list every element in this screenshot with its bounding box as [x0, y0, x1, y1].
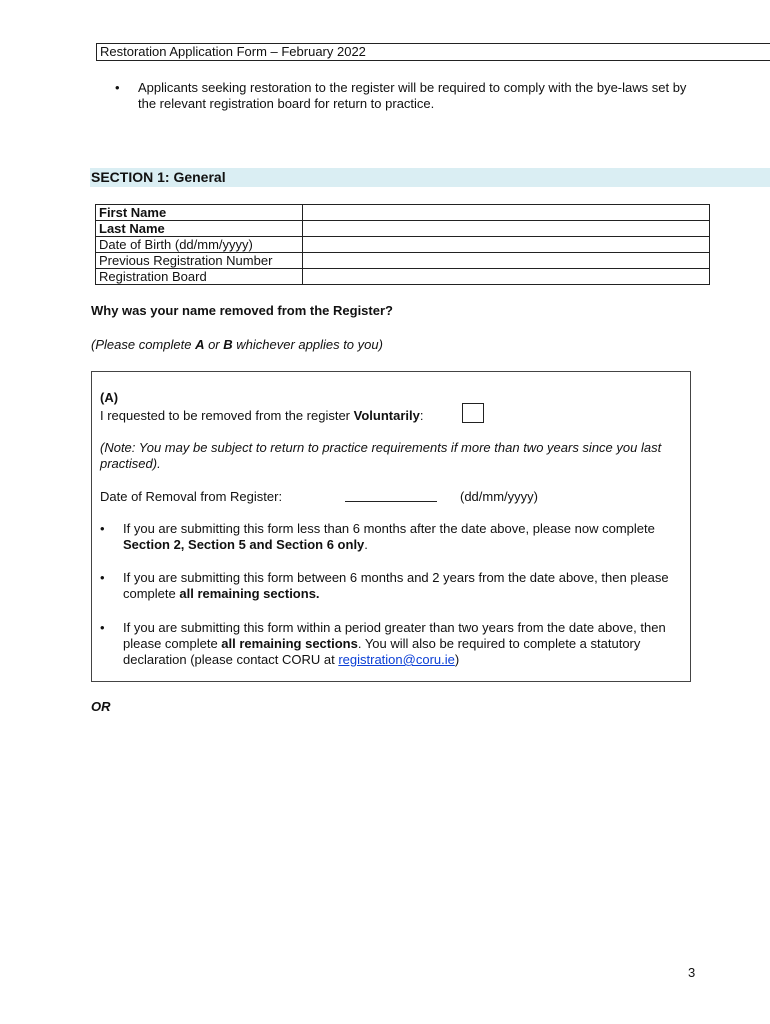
registration-board-label: Registration Board: [96, 269, 303, 285]
instruction-middle: or: [204, 337, 224, 352]
removal-date-label: Date of Removal from Register:: [100, 489, 283, 504]
condition-bold: all remaining sections.: [179, 586, 320, 601]
removal-question: Why was your name removed from the Register?: [91, 303, 393, 318]
condition-text-after: . You will also be required to complete a statutory declaration (please contact CORU at: [123, 636, 641, 667]
option-a-label: (A): [100, 390, 119, 405]
condition-text-after: .: [364, 537, 368, 552]
first-name-field[interactable]: [303, 205, 710, 221]
table-row: [96, 221, 710, 237]
registration-number-field[interactable]: [303, 253, 710, 269]
condition-text-before: If you are submitting this form between 6 months and 2 years from the date above, then please complete: [123, 570, 669, 601]
voluntary-suffix: :: [419, 408, 424, 423]
voluntary-bold: Voluntarily: [353, 408, 420, 423]
bullet-icon: •: [100, 570, 105, 585]
or-separator: OR: [91, 699, 111, 714]
first-name-label: First Name: [96, 205, 303, 221]
instruction-option-b: B: [223, 337, 233, 352]
bullet-icon: •: [115, 80, 120, 95]
date-of-birth-label: Date of Birth (dd/mm/yyyy): [96, 237, 303, 253]
form-header-title: Restoration Application Form – February 2022: [100, 44, 366, 59]
bullet-icon: •: [100, 620, 105, 635]
condition-text: [123, 570, 688, 602]
table-row: [96, 269, 710, 285]
condition-text: [123, 521, 688, 553]
instruction-prefix: (Please complete: [91, 337, 196, 352]
table-row: [96, 205, 710, 221]
condition-text-before: If you are submitting this form within a period greater than two years from the date above, then please complete: [123, 620, 666, 651]
intro-text: Applicants seeking restoration to the register will be required to comply with the bye-laws set by the relevant registration board for return to practice.: [138, 80, 687, 111]
bullet-icon: •: [100, 521, 105, 536]
practice-note: (Note: You may be subject to return to practice requirements if more than two years since you last practised).: [100, 440, 662, 471]
instruction-text: [91, 337, 383, 352]
voluntary-removal-line: [100, 408, 423, 423]
option-a-box: [91, 371, 691, 682]
page-number: 3: [688, 965, 696, 980]
registration-number-label: Previous Registration Number: [96, 253, 303, 269]
table-row: [96, 237, 710, 253]
condition-bold: all remaining sections: [221, 636, 358, 651]
condition-text-end: ): [454, 652, 460, 667]
form-header: [96, 43, 770, 61]
table-row: [96, 253, 710, 269]
date-of-birth-field[interactable]: [303, 237, 710, 253]
voluntary-checkbox[interactable]: [462, 403, 484, 423]
instruction-option-a: A: [195, 337, 205, 352]
last-name-field[interactable]: [303, 221, 710, 237]
section-1-heading: [90, 168, 770, 187]
coru-email-link[interactable]: registration@coru.ie: [338, 652, 455, 667]
condition-text-before: If you are submitting this form less than 6 months after the date above, please now complete: [123, 521, 655, 536]
instruction-suffix: whichever applies to you): [232, 337, 383, 352]
section-1-title: SECTION 1: General: [91, 169, 226, 185]
removal-date-field[interactable]: [345, 501, 437, 502]
registration-board-field[interactable]: [303, 269, 710, 285]
condition-bold: Section 2, Section 5 and Section 6 only: [123, 537, 365, 552]
removal-date-format: (dd/mm/yyyy): [460, 489, 538, 504]
last-name-label: Last Name: [96, 221, 303, 237]
voluntary-prefix: I requested to be removed from the register: [100, 408, 354, 423]
condition-text: [123, 620, 688, 668]
personal-details-table: [95, 204, 710, 285]
